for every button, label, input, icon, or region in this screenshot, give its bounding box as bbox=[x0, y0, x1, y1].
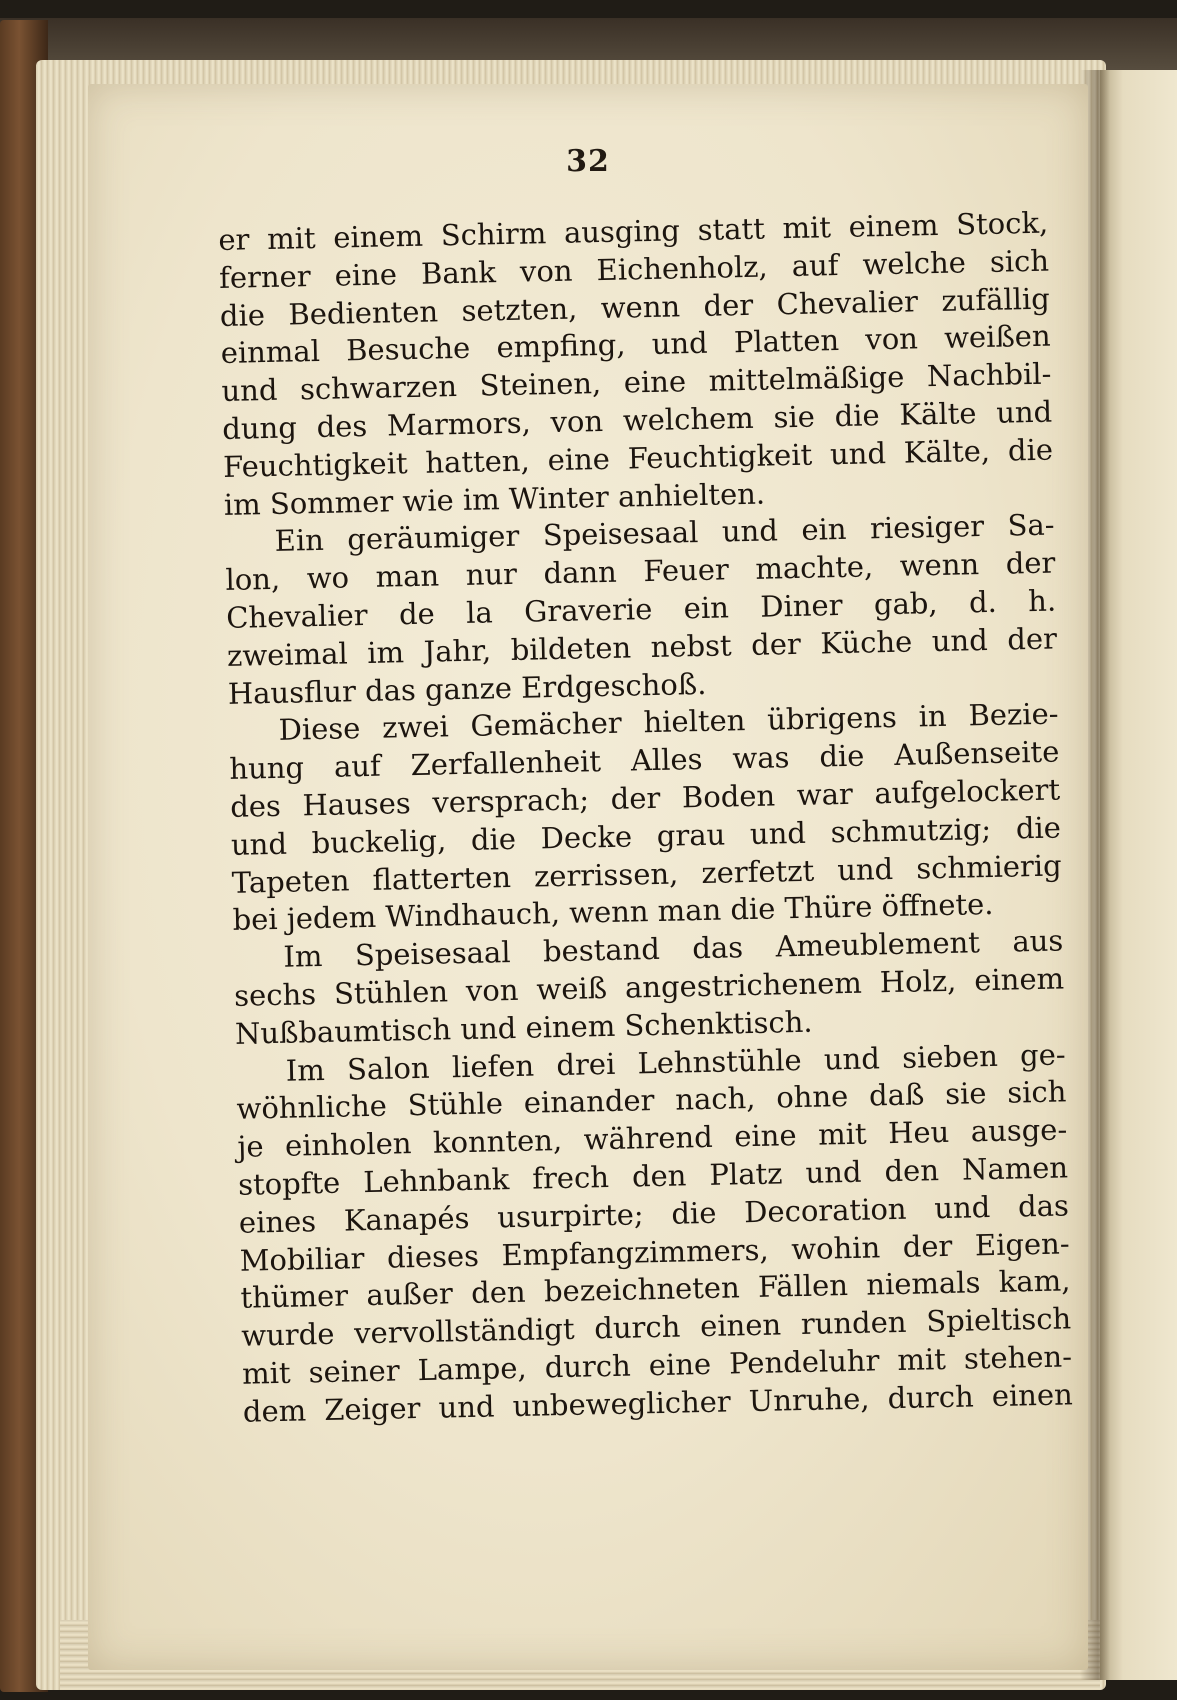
text-line: Im Speisesaal bestand das Ameublement aus bbox=[283, 923, 1064, 974]
text-line: Tapeten flatterten zerrissen, zerfetzt und schmierig bbox=[231, 848, 1063, 900]
body-text bbox=[218, 205, 1073, 1432]
text-line: ferner eine Bank von Eichenholz, auf welche sich bbox=[218, 243, 1050, 295]
text-line: im Sommer wie im Winter anhielten. bbox=[223, 476, 766, 522]
text-line: bei jedem Windhauch, wenn man die Thüre öffnete. bbox=[232, 887, 994, 938]
text-line: je einholen konnten, während eine mit Heu ausge- bbox=[237, 1112, 1068, 1164]
facing-page-edge bbox=[1100, 70, 1177, 1680]
text-line: thümer außer den bezeichneten Fällen niemals kam, bbox=[240, 1263, 1071, 1316]
text-line: er mit einem Schirm ausging statt mit einem Stock, bbox=[218, 205, 1049, 257]
text-line: stopfte Lehnbank frech den Platz und den Namen bbox=[237, 1150, 1069, 1202]
text-line: Nußbaumtisch und einem Schenktisch. bbox=[234, 1004, 813, 1051]
text-line: Chevalier de la Graverie ein Diner gab, d. h. bbox=[225, 583, 1057, 635]
book-page bbox=[88, 84, 1088, 1670]
page-number: 32 bbox=[566, 144, 610, 179]
text-line: und buckelig, die Decke grau und schmutzig; die bbox=[230, 810, 1062, 862]
text-line: mit seiner Lampe, durch eine Pendeluhr mit stehen- bbox=[241, 1339, 1073, 1391]
text-line: einmal Besuche empfing, und Platten von weißen bbox=[220, 318, 1051, 371]
text-line: Im Salon liefen drei Lehnstühle und sieben ge- bbox=[285, 1036, 1066, 1088]
text-line: lon, wo man nur dann Feuer machte, wenn der bbox=[225, 545, 1056, 598]
text-line: wurde vervollständigt durch einen runden Spieltisch bbox=[240, 1301, 1072, 1353]
text-line: Feuchtigkeit hatten, eine Feuchtigkeit und Kälte, die bbox=[222, 432, 1054, 484]
text-line: sechs Stühlen von weiß angestrichenem Holz, einem bbox=[233, 961, 1065, 1013]
text-line: dung des Marmors, von welchem sie die Kälte und bbox=[221, 394, 1053, 446]
text-line: zweimal im Jahr, bildeten nebst der Küche und der bbox=[226, 621, 1058, 673]
text-line: hung auf Zerfallenheit Alles was die Außenseite bbox=[229, 734, 1060, 787]
text-line: Hausflur das ganze Erdgeschoß. bbox=[227, 666, 707, 711]
text-line: Diese zwei Gemächer hielten übrigens in Bezie- bbox=[278, 696, 1059, 748]
text-line: und schwarzen Steinen, eine mittelmäßige Nachbil- bbox=[221, 356, 1052, 409]
text-line: wöhnliche Stühle einander nach, ohne daß sie sich bbox=[236, 1074, 1067, 1127]
text-line: Ein geräumiger Speisesaal und ein riesiger Sa- bbox=[274, 507, 1055, 559]
text-line: dem Zeiger und unbeweglicher Unruhe, durch einen bbox=[242, 1377, 1074, 1429]
text-line: des Hauses versprach; der Boden war aufgelockert bbox=[229, 772, 1061, 824]
text-line: Mobiliar dieses Empfangzimmers, wohin der Eigen- bbox=[239, 1225, 1070, 1278]
text-line: eines Kanapés usurpirte; die Decoration und das bbox=[238, 1188, 1070, 1240]
text-line: die Bedienten setzten, wenn der Chevalier zufällig bbox=[219, 281, 1051, 333]
